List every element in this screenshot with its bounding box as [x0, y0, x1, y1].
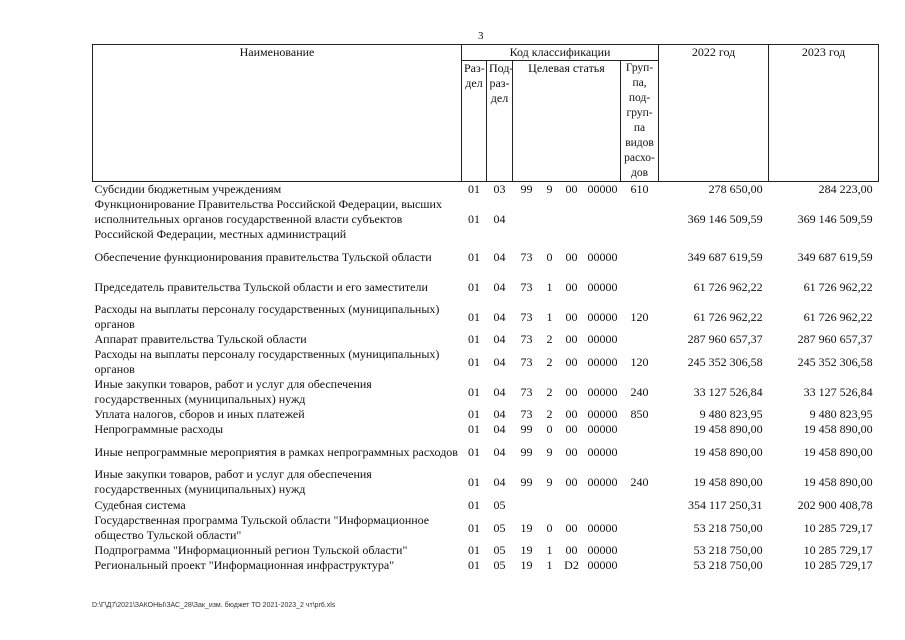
row-name: Расходы на выплаты персоналу государственных (муниципальных) органов: [94, 302, 440, 331]
podrazdel-code: 04: [493, 422, 506, 436]
subprogram-code: 1: [546, 279, 553, 294]
subprogram-code: 9: [546, 444, 553, 459]
direction-code: [585, 497, 621, 513]
event-code: 00: [565, 332, 578, 346]
podrazdel-code: 04: [493, 407, 506, 421]
table-row: [93, 197, 879, 242]
file-path-footer: D:\Г\Д7\2021\ЗАКОНЫ\ЗАС_28\Зак_изм. бюджет ТО 2021-2023_2 чт\pr6.xls: [92, 602, 336, 609]
program-code: 73: [520, 354, 533, 369]
razdel-code: 01: [468, 407, 480, 421]
event-code: 00: [565, 354, 578, 369]
direction-code: 00000: [587, 332, 618, 346]
table-row: [93, 422, 879, 437]
row-name: Функционирование Правительства Российской Федерации, высших исполнительных органов государственной власти субъектов Российской Федерации, местных администраций: [94, 197, 442, 241]
podrazdel-code: 04: [493, 354, 506, 369]
podrazdel-code: 04: [493, 249, 506, 264]
subprogram-code: [541, 497, 559, 513]
program-code: 73: [520, 384, 533, 399]
amount-2023: 33 127 526,84: [803, 384, 873, 399]
amount-2023: 369 146 509,59: [797, 212, 873, 226]
program-code: 73: [520, 332, 533, 346]
expense-type-code: [621, 543, 659, 558]
table-row: [93, 242, 879, 272]
program-code: 19: [520, 543, 533, 557]
row-name: Непрограммные расходы: [94, 422, 224, 436]
row-name: Субсидии бюджетным учреждениям: [94, 182, 282, 196]
razdel-code: 01: [468, 384, 480, 399]
amount-2022: 19 458 890,00: [693, 422, 763, 436]
table-row: [93, 332, 879, 347]
event-code: 00: [565, 279, 578, 294]
expense-type-code: [621, 242, 659, 272]
amount-2023: 10 285 729,17: [803, 520, 873, 535]
amount-2022: 9 480 823,95: [699, 407, 763, 421]
amount-2022: 245 352 306,58: [687, 354, 763, 369]
program-code: [513, 497, 541, 513]
expense-type-code: [621, 437, 659, 467]
row-name: Обеспечение функционирования правительства Тульской области: [94, 249, 432, 264]
amount-2023: 19 458 890,00: [803, 444, 873, 459]
subprogram-code: 0: [546, 422, 553, 436]
amount-2022: 354 117 250,31: [688, 497, 763, 512]
table-row: [93, 302, 879, 332]
row-name: Уплата налогов, сборов и иных платежей: [94, 407, 305, 421]
amount-2023: 61 726 962,22: [803, 279, 873, 294]
razdel-code: 01: [468, 543, 480, 557]
expense-type-code: 120: [630, 309, 649, 324]
event-code: 00: [565, 444, 578, 459]
header-podrazdel: Под- раз- дел: [487, 61, 513, 182]
expense-type-code: 120: [630, 354, 649, 369]
event-code: 00: [565, 182, 578, 196]
amount-2022: 19 458 890,00: [693, 474, 763, 489]
subprogram-code: 2: [546, 407, 553, 421]
expense-type-code: [621, 497, 659, 513]
podrazdel-code: 04: [493, 309, 506, 324]
amount-2022: 287 960 657,37: [687, 332, 763, 346]
direction-code: 00000: [587, 444, 618, 459]
program-code: 73: [520, 407, 533, 421]
header-name: Наименование: [93, 45, 462, 182]
amount-2023: 19 458 890,00: [803, 474, 873, 489]
table-row: [93, 497, 879, 513]
podrazdel-code: 05: [493, 520, 506, 535]
subprogram-code: 9: [546, 474, 553, 489]
program-code: 99: [520, 474, 533, 489]
program-code: 73: [520, 249, 533, 264]
row-name: Председатель правительства Тульской области и его заместители: [94, 279, 428, 294]
table-row: [93, 467, 879, 497]
razdel-code: 01: [468, 354, 480, 369]
podrazdel-code: 05: [493, 558, 506, 572]
direction-code: 00000: [587, 182, 618, 196]
direction-code: [585, 197, 621, 242]
expense-type-code: [621, 558, 659, 573]
subprogram-code: 0: [546, 249, 553, 264]
event-code: [559, 197, 585, 242]
razdel-code: 01: [468, 249, 480, 264]
event-code: 00: [565, 422, 578, 436]
razdel-code: 01: [468, 182, 480, 196]
table-row: [93, 182, 879, 198]
table-row: [93, 407, 879, 422]
amount-2023: 10 285 729,17: [803, 543, 873, 557]
event-code: 00: [565, 249, 578, 264]
amount-2023: 349 687 619,59: [797, 249, 873, 264]
amount-2022: 53 218 750,00: [693, 558, 763, 572]
amount-2022: 369 146 509,59: [687, 212, 763, 226]
event-code: [559, 497, 585, 513]
amount-2022: 53 218 750,00: [693, 543, 763, 557]
direction-code: 00000: [587, 520, 618, 535]
subprogram-code: 9: [546, 182, 553, 196]
header-tselevaya-statya: Целевая статья: [513, 61, 621, 182]
amount-2022: 349 687 619,59: [687, 249, 763, 264]
table-row: [93, 347, 879, 377]
razdel-code: 01: [468, 497, 480, 512]
budget-table: [92, 44, 879, 573]
row-name: Расходы на выплаты персоналу государственных (муниципальных) органов: [94, 347, 440, 376]
program-code: 99: [520, 422, 533, 436]
podrazdel-code: 04: [493, 212, 506, 226]
program-code: 73: [520, 309, 533, 324]
podrazdel-code: 04: [493, 444, 506, 459]
amount-2023: 10 285 729,17: [803, 558, 873, 572]
amount-2022: 278 650,00: [708, 182, 763, 196]
razdel-code: 01: [468, 422, 480, 436]
event-code: 00: [565, 384, 578, 399]
direction-code: 00000: [587, 543, 618, 557]
row-name: Иные закупки товаров, работ и услуг для обеспечения государственных (муниципальных) нужд: [94, 467, 372, 496]
podrazdel-code: 03: [493, 182, 506, 196]
program-code: 73: [520, 279, 533, 294]
razdel-code: 01: [468, 212, 480, 226]
event-code: 00: [565, 543, 578, 557]
amount-2022: 61 726 962,22: [693, 279, 763, 294]
program-code: 99: [520, 444, 533, 459]
expense-type-code: 610: [630, 182, 649, 196]
podrazdel-code: 04: [493, 279, 506, 294]
podrazdel-code: 05: [493, 497, 506, 512]
amount-2022: 53 218 750,00: [693, 520, 763, 535]
program-code: 99: [520, 182, 533, 196]
amount-2023: 61 726 962,22: [803, 309, 873, 324]
razdel-code: 01: [468, 332, 480, 346]
direction-code: 00000: [587, 407, 618, 421]
subprogram-code: 1: [546, 558, 553, 572]
amount-2022: 61 726 962,22: [693, 309, 763, 324]
program-code: 19: [520, 558, 533, 572]
expense-type-code: 240: [630, 384, 649, 399]
subprogram-code: 2: [546, 354, 553, 369]
header-year-2022: 2022 год: [659, 45, 769, 182]
expense-type-code: [621, 513, 659, 543]
header-razdel: Раз- дел: [462, 61, 487, 182]
direction-code: 00000: [587, 354, 618, 369]
table-row: [93, 377, 879, 407]
razdel-code: 01: [468, 279, 480, 294]
amount-2023: 9 480 823,95: [809, 407, 873, 421]
table-body: [93, 182, 879, 574]
direction-code: 00000: [587, 384, 618, 399]
amount-2023: 284 223,00: [818, 182, 873, 196]
header-year-2023: 2023 год: [769, 45, 879, 182]
amount-2023: 245 352 306,58: [797, 354, 873, 369]
table-row: [93, 513, 879, 543]
subprogram-code: [541, 197, 559, 242]
amount-2022: 33 127 526,84: [693, 384, 763, 399]
direction-code: 00000: [587, 474, 618, 489]
program-code: [513, 197, 541, 242]
podrazdel-code: 04: [493, 384, 506, 399]
row-name: Аппарат правительства Тульской области: [94, 332, 307, 346]
subprogram-code: 2: [546, 332, 553, 346]
row-name: Иные закупки товаров, работ и услуг для обеспечения государственных (муниципальных) нужд: [94, 377, 372, 406]
expense-type-code: [621, 422, 659, 437]
expense-type-code: 240: [630, 474, 649, 489]
expense-type-code: [621, 272, 659, 302]
table-row: [93, 437, 879, 467]
expense-type-code: [621, 197, 659, 242]
subprogram-code: 2: [546, 384, 553, 399]
direction-code: 00000: [587, 249, 618, 264]
row-name: Государственная программа Тульской области "Информационное общество Тульской области": [94, 513, 430, 542]
podrazdel-code: 04: [493, 332, 506, 346]
razdel-code: 01: [468, 309, 480, 324]
row-name: Судебная система: [94, 497, 186, 512]
podrazdel-code: 05: [493, 543, 506, 557]
razdel-code: 01: [468, 474, 480, 489]
row-name: Региональный проект "Информационная инфраструктура": [94, 558, 395, 572]
podrazdel-code: 04: [493, 474, 506, 489]
event-code: 00: [565, 520, 578, 535]
subprogram-code: 1: [546, 543, 553, 557]
razdel-code: 01: [468, 444, 480, 459]
direction-code: 00000: [587, 279, 618, 294]
event-code: 00: [565, 407, 578, 421]
direction-code: 00000: [587, 558, 618, 572]
amount-2022: 19 458 890,00: [693, 444, 763, 459]
page-number: 3: [478, 30, 484, 42]
amount-2023: 287 960 657,37: [797, 332, 873, 346]
subprogram-code: 0: [546, 520, 553, 535]
event-code: D2: [564, 558, 579, 572]
amount-2023: 19 458 890,00: [803, 422, 873, 436]
row-name: Иные непрограммные мероприятия в рамках непрограммных расходов: [94, 444, 458, 459]
subprogram-code: 1: [546, 309, 553, 324]
direction-code: 00000: [587, 422, 618, 436]
razdel-code: 01: [468, 558, 480, 572]
header-code: Код классификации: [462, 45, 659, 61]
razdel-code: 01: [468, 520, 480, 535]
header-gruppa: Груп- па, под- груп- па видов расхо- дов: [621, 61, 659, 182]
row-name: Подпрограмма "Информационный регион Тульской области": [94, 543, 408, 557]
table-row: [93, 558, 879, 573]
program-code: 19: [520, 520, 533, 535]
expense-type-code: [621, 332, 659, 347]
amount-2023: 202 900 408,78: [797, 497, 873, 512]
expense-type-code: 850: [630, 407, 649, 421]
table-row: [93, 272, 879, 302]
event-code: 00: [565, 474, 578, 489]
table-row: [93, 543, 879, 558]
direction-code: 00000: [587, 309, 618, 324]
event-code: 00: [565, 309, 578, 324]
